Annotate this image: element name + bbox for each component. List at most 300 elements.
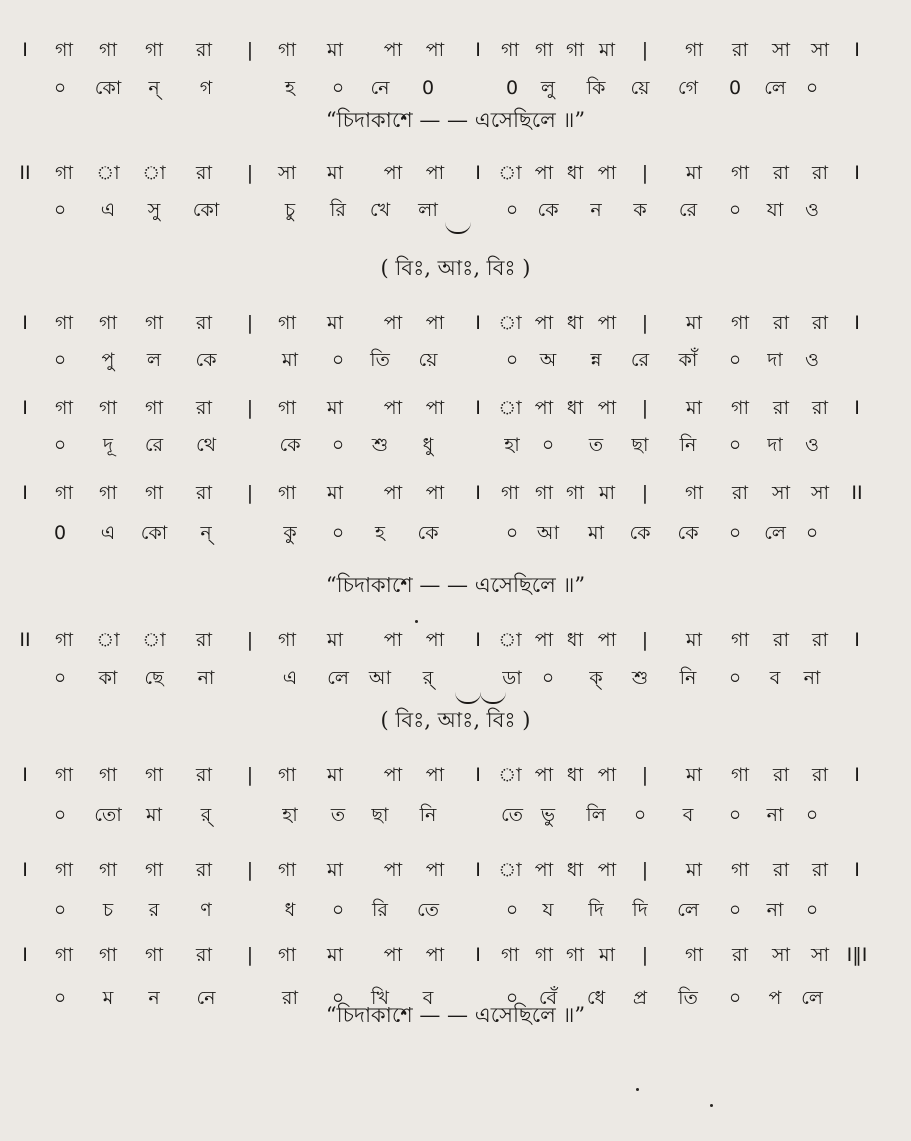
- swara-note: রা: [812, 397, 828, 419]
- swara-note: সা: [810, 482, 830, 504]
- lyric-syllable: থে: [195, 434, 217, 456]
- swara-note: পা: [383, 312, 403, 334]
- swara-note: া: [498, 397, 522, 419]
- swara-note: পা: [534, 859, 554, 881]
- lyric-syllable: চু: [284, 199, 296, 221]
- lyric-syllable: ও: [805, 434, 819, 456]
- lyric-syllable: ০: [53, 349, 67, 371]
- lyric-syllable: ০: [331, 77, 345, 99]
- swara-note: পা: [383, 629, 403, 651]
- swara-note: রা: [196, 859, 212, 881]
- lyric-syllable: মা: [587, 522, 605, 544]
- barline: I: [22, 764, 28, 786]
- lyric-syllable: ০: [728, 987, 742, 1009]
- swara-note: গা: [55, 764, 73, 786]
- swara-row: [0, 760, 911, 790]
- lyric-syllable: রে: [678, 199, 698, 221]
- swara-note: পা: [425, 162, 445, 184]
- lyric-syllable: ০: [331, 987, 345, 1009]
- barline: I: [475, 482, 481, 504]
- lyric-syllable: না: [197, 667, 215, 689]
- swara-note: রা: [773, 859, 789, 881]
- lyric-syllable: 0: [505, 77, 519, 99]
- swara-note: গা: [501, 39, 519, 61]
- lyric-syllable: ০: [505, 899, 519, 921]
- swara-note: পা: [383, 482, 403, 504]
- swara-note: পা: [425, 764, 445, 786]
- swara-note: গা: [731, 397, 749, 419]
- swara-note: পা: [597, 859, 617, 881]
- swara-note: গা: [278, 312, 296, 334]
- lyric-syllable: নে: [196, 987, 216, 1009]
- swara-note: া: [498, 629, 522, 651]
- swara-note: সা: [810, 944, 830, 966]
- swara-note: গা: [501, 482, 519, 504]
- swara-note: পা: [597, 764, 617, 786]
- lyric-syllable: কে: [279, 434, 301, 456]
- refrain-line: “চিদাকাশে — — এসেছিলে ॥”: [325, 1003, 586, 1027]
- lyric-syllable: ০: [505, 199, 519, 221]
- lyric-syllable: ডা: [502, 667, 522, 689]
- barline: I: [854, 312, 860, 334]
- lyric-syllable: ০: [505, 349, 519, 371]
- lyric-syllable: আ: [368, 667, 392, 689]
- lyric-syllable: গ: [199, 77, 213, 99]
- swara-note: মা: [685, 397, 703, 419]
- barline: |: [641, 39, 649, 61]
- lyric-syllable: প্র: [632, 987, 648, 1009]
- swara-note: রা: [732, 39, 748, 61]
- swara-note: রা: [196, 397, 212, 419]
- swara-note: পা: [425, 629, 445, 651]
- swara-note: ধা: [566, 629, 584, 651]
- lyric-syllable: ব: [769, 667, 781, 689]
- barline: I: [22, 39, 28, 61]
- barline: I: [854, 397, 860, 419]
- lyric-syllable: ০: [53, 77, 67, 99]
- lyric-syllable: ০: [53, 987, 67, 1009]
- lyric-syllable: বেঁ: [538, 987, 558, 1009]
- barline: I: [475, 312, 481, 334]
- barline: |: [246, 482, 254, 504]
- lyric-syllable: ত: [330, 804, 346, 826]
- swara-note: পা: [597, 629, 617, 651]
- lyric-syllable: খি: [371, 987, 389, 1009]
- swara-note: গা: [731, 859, 749, 881]
- lyric-syllable: চ: [102, 899, 114, 921]
- lyric-syllable: খে: [369, 199, 391, 221]
- lyric-syllable: লে: [677, 899, 699, 921]
- lyric-syllable: মা: [281, 349, 299, 371]
- swara-note: পা: [597, 162, 617, 184]
- swara-note: গা: [145, 312, 163, 334]
- lyric-syllable: ক: [633, 199, 647, 221]
- barline: I: [475, 764, 481, 786]
- lyric-syllable: এ: [100, 522, 116, 544]
- lyric-syllable: ন: [148, 987, 160, 1009]
- barline: I: [475, 859, 481, 881]
- lyric-syllable: কি: [586, 77, 606, 99]
- lyric-syllable: কে: [677, 522, 699, 544]
- lyric-syllable: ব: [682, 804, 694, 826]
- lyric-syllable: যা: [766, 199, 784, 221]
- lyric-syllable: ন্ন: [590, 349, 602, 371]
- lyric-syllable: 0: [728, 77, 742, 99]
- lyric-syllable: রি: [330, 199, 346, 221]
- swara-note: রা: [812, 312, 828, 334]
- swara-note: গা: [55, 482, 73, 504]
- lyric-syllable: ০: [53, 899, 67, 921]
- lyric-syllable: ন্: [200, 522, 212, 544]
- lyric-syllable: ভু: [540, 804, 556, 826]
- swara-note: গা: [99, 312, 117, 334]
- lyric-syllable: ০: [331, 522, 345, 544]
- lyric-syllable: ০: [331, 349, 345, 371]
- swara-note: গা: [55, 39, 73, 61]
- lyric-syllable: রে: [630, 349, 650, 371]
- swara-note: গা: [55, 944, 73, 966]
- swara-row: [0, 940, 911, 970]
- swara-note: গা: [278, 39, 296, 61]
- swara-note: মা: [326, 629, 344, 651]
- lyric-syllable: ছা: [631, 434, 649, 456]
- lyric-syllable: 0: [53, 522, 67, 544]
- swara-note: রা: [196, 482, 212, 504]
- swara-note: গা: [566, 39, 584, 61]
- swara-note: গা: [99, 482, 117, 504]
- lyric-syllable: লে: [327, 667, 349, 689]
- swara-note: রা: [773, 397, 789, 419]
- lyric-syllable: না: [766, 899, 784, 921]
- lyric-syllable: রে: [144, 434, 164, 456]
- lyric-syllable: না: [766, 804, 784, 826]
- lyric-syllable: মা: [145, 804, 163, 826]
- lyric-syllable: ধু: [422, 434, 434, 456]
- swara-note: পা: [534, 312, 554, 334]
- refrain-line: “চিদাকাশে — — এসেছিলে ॥”: [325, 573, 586, 597]
- lyric-row: [0, 195, 911, 225]
- swara-note: পা: [425, 397, 445, 419]
- lyric-syllable: লে: [764, 522, 786, 544]
- lyric-syllable: ০: [331, 899, 345, 921]
- swara-note: মা: [326, 162, 344, 184]
- barline: I: [475, 397, 481, 419]
- barline: |: [246, 629, 254, 651]
- swara-note: গা: [99, 944, 117, 966]
- swara-note: পা: [383, 764, 403, 786]
- lyric-syllable: ০: [728, 667, 742, 689]
- lyric-syllable: কে: [417, 522, 439, 544]
- swara-row: [0, 855, 911, 885]
- swara-note: মা: [326, 397, 344, 419]
- swara-note: গা: [731, 764, 749, 786]
- lyric-syllable: নি: [679, 434, 697, 456]
- lyric-syllable: ন: [590, 199, 602, 221]
- barline: |: [641, 162, 649, 184]
- lyric-syllable: ০: [728, 434, 742, 456]
- barline: II: [19, 629, 31, 651]
- print-speck: [415, 620, 418, 623]
- lyric-syllable: ছে: [144, 667, 164, 689]
- lyric-syllable: ত: [588, 434, 604, 456]
- swara-row: [0, 478, 911, 508]
- lyric-syllable: শু: [371, 434, 389, 456]
- lyric-syllable: ০: [728, 349, 742, 371]
- lyric-syllable: ০: [541, 667, 555, 689]
- lyric-row: [0, 518, 911, 548]
- lyric-syllable: অ: [539, 349, 557, 371]
- swara-note: পা: [425, 39, 445, 61]
- swara-note: গা: [278, 397, 296, 419]
- lyric-syllable: নি: [419, 804, 437, 826]
- swara-note: া: [142, 162, 166, 184]
- swara-note: সা: [771, 39, 791, 61]
- swara-note: গা: [278, 859, 296, 881]
- swara-note: পা: [597, 397, 617, 419]
- lyric-syllable: হা: [282, 804, 298, 826]
- swara-note: পা: [534, 629, 554, 651]
- lyric-syllable: কে: [195, 349, 217, 371]
- barline: II: [19, 162, 31, 184]
- lyric-syllable: ০: [53, 199, 67, 221]
- swara-note: মা: [685, 312, 703, 334]
- lyric-syllable: 0: [421, 77, 435, 99]
- lyric-syllable: কে: [629, 522, 651, 544]
- swara-note: রা: [196, 312, 212, 334]
- lyric-syllable: ম: [102, 987, 114, 1009]
- swara-note: পা: [534, 162, 554, 184]
- swara-row: [0, 625, 911, 655]
- swara-note: গা: [535, 944, 553, 966]
- barline: I: [854, 39, 860, 61]
- swara-note: গা: [145, 39, 163, 61]
- barline: |: [246, 859, 254, 881]
- swara-note: গা: [55, 629, 73, 651]
- swara-note: সা: [810, 39, 830, 61]
- lyric-syllable: তি: [370, 349, 390, 371]
- swara-note: পা: [534, 397, 554, 419]
- swara-note: গা: [566, 944, 584, 966]
- barline: I: [22, 482, 28, 504]
- lyric-syllable: লে: [801, 987, 823, 1009]
- swara-note: পা: [383, 397, 403, 419]
- swara-note: গা: [145, 859, 163, 881]
- lyric-syllable: র্: [422, 667, 434, 689]
- swara-note: া: [498, 162, 522, 184]
- lyric-syllable: ০: [633, 804, 647, 826]
- swara-note: গা: [685, 944, 703, 966]
- swara-note: রা: [773, 764, 789, 786]
- lyric-row: [0, 895, 911, 925]
- lyric-syllable: ০: [805, 77, 819, 99]
- lyric-syllable: ০: [505, 522, 519, 544]
- lyric-syllable: তে: [501, 804, 523, 826]
- lyric-syllable: ০: [331, 434, 345, 456]
- lyric-syllable: রি: [372, 899, 388, 921]
- lyric-syllable: ০: [728, 899, 742, 921]
- lyric-syllable: লে: [764, 77, 786, 99]
- swara-note: ধা: [566, 312, 584, 334]
- barline: |: [246, 39, 254, 61]
- lyric-syllable: পু: [101, 349, 115, 371]
- swara-note: রা: [196, 39, 212, 61]
- lyric-syllable: র: [148, 899, 160, 921]
- lyric-syllable: নি: [679, 667, 697, 689]
- lyric-row: [0, 800, 911, 830]
- swara-note: মা: [326, 944, 344, 966]
- swara-row: [0, 393, 911, 423]
- lyric-syllable: কে: [537, 199, 559, 221]
- swara-note: ধা: [566, 162, 584, 184]
- swara-note: মা: [326, 39, 344, 61]
- swara-row: [0, 308, 911, 338]
- lyric-syllable: আ: [536, 522, 560, 544]
- barline: |: [246, 397, 254, 419]
- swara-note: া: [96, 629, 120, 651]
- swara-note: রা: [812, 629, 828, 651]
- barline: |: [641, 944, 649, 966]
- swara-note: া: [498, 312, 522, 334]
- swara-note: মা: [598, 944, 616, 966]
- interlude-marker: ( বিঃ, আঃ, বিঃ ): [380, 256, 531, 280]
- lyric-syllable: ক্: [589, 667, 603, 689]
- swara-note: সা: [277, 162, 297, 184]
- swara-row: [0, 35, 911, 65]
- swara-row: [0, 158, 911, 188]
- swara-note: গা: [145, 944, 163, 966]
- barline: I: [854, 859, 860, 881]
- barline: I: [854, 162, 860, 184]
- lyric-syllable: শু: [631, 667, 649, 689]
- barline: I: [854, 629, 860, 651]
- swara-note: রা: [773, 629, 789, 651]
- swara-note: মা: [326, 859, 344, 881]
- swara-note: ধা: [566, 764, 584, 786]
- lyric-syllable: কো: [140, 522, 168, 544]
- lyric-syllable: য়ে: [630, 77, 650, 99]
- lyric-syllable: ০: [53, 667, 67, 689]
- swara-note: গা: [145, 764, 163, 786]
- lyric-syllable: ০: [805, 522, 819, 544]
- swara-note: গা: [55, 397, 73, 419]
- swara-note: মা: [326, 482, 344, 504]
- lyric-syllable: তি: [678, 987, 698, 1009]
- swara-note: পা: [534, 764, 554, 786]
- swara-note: রা: [773, 162, 789, 184]
- swara-note: মা: [326, 312, 344, 334]
- swara-note: গা: [731, 312, 749, 334]
- swara-note: গা: [145, 397, 163, 419]
- barline: I: [22, 312, 28, 334]
- swara-note: া: [498, 859, 522, 881]
- swara-note: রা: [732, 944, 748, 966]
- lyric-syllable: লু: [540, 77, 556, 99]
- lyric-row: [0, 345, 911, 375]
- swara-note: মা: [598, 482, 616, 504]
- interlude-marker: ( বিঃ, আঃ, বিঃ ): [380, 708, 531, 732]
- swara-note: গা: [99, 859, 117, 881]
- barline: I: [854, 764, 860, 786]
- lyric-row: [0, 663, 911, 693]
- lyric-syllable: রা: [282, 987, 298, 1009]
- swara-note: া: [498, 764, 522, 786]
- barline: I: [22, 397, 28, 419]
- swara-note: মা: [685, 162, 703, 184]
- barline: |: [641, 629, 649, 651]
- lyric-syllable: ০: [728, 804, 742, 826]
- swara-note: রা: [196, 629, 212, 651]
- swara-note: মা: [685, 764, 703, 786]
- swara-note: গা: [99, 764, 117, 786]
- swara-note: পা: [383, 39, 403, 61]
- swara-note: গা: [731, 629, 749, 651]
- swara-note: গা: [55, 312, 73, 334]
- swara-note: রা: [812, 859, 828, 881]
- swara-note: গা: [99, 39, 117, 61]
- swara-note: গা: [685, 39, 703, 61]
- lyric-syllable: হা: [504, 434, 520, 456]
- swara-note: পা: [383, 944, 403, 966]
- lyric-syllable: কো: [192, 199, 220, 221]
- swara-note: গা: [685, 482, 703, 504]
- swara-note: গা: [566, 482, 584, 504]
- swara-note: মা: [685, 859, 703, 881]
- swara-note: রা: [196, 764, 212, 786]
- swara-note: গা: [145, 482, 163, 504]
- swara-note: গা: [278, 482, 296, 504]
- lyric-syllable: সু: [147, 199, 161, 221]
- swara-note: গা: [278, 764, 296, 786]
- swara-note: মা: [326, 764, 344, 786]
- lyric-syllable: তে: [417, 899, 439, 921]
- barline: |: [641, 397, 649, 419]
- lyric-syllable: দি: [588, 899, 604, 921]
- lyric-syllable: হ: [285, 77, 295, 99]
- swara-note: া: [142, 629, 166, 651]
- swara-note: সা: [771, 482, 791, 504]
- barline: I: [475, 944, 481, 966]
- lyric-syllable: ০: [805, 899, 819, 921]
- lyric-syllable: ণ: [200, 899, 212, 921]
- swara-note: ধা: [566, 397, 584, 419]
- barline: |: [246, 764, 254, 786]
- swara-note: সা: [771, 944, 791, 966]
- swara-note: মা: [598, 39, 616, 61]
- lyric-syllable: কা: [98, 667, 118, 689]
- lyric-syllable: ০: [728, 522, 742, 544]
- lyric-row: [0, 73, 911, 103]
- lyric-syllable: হ: [375, 522, 385, 544]
- swara-note: গা: [278, 944, 296, 966]
- lyric-syllable: না: [803, 667, 821, 689]
- barline: |: [641, 482, 649, 504]
- swara-note: পা: [425, 482, 445, 504]
- refrain-line: “চিদাকাশে — — এসেছিলে ॥”: [325, 108, 586, 132]
- lyric-syllable: লি: [586, 804, 606, 826]
- lyric-syllable: গে: [677, 77, 699, 99]
- swara-note: পা: [425, 312, 445, 334]
- swara-note: া: [96, 162, 120, 184]
- swara-note: রা: [773, 312, 789, 334]
- lyric-syllable: তো: [94, 804, 122, 826]
- swara-note: পা: [597, 312, 617, 334]
- swara-note: রা: [196, 162, 212, 184]
- lyric-syllable: ন্: [148, 77, 160, 99]
- lyric-syllable: এ: [282, 667, 298, 689]
- lyric-syllable: দূ: [103, 434, 113, 456]
- lyric-syllable: ও: [805, 349, 819, 371]
- lyric-syllable: ল: [146, 349, 162, 371]
